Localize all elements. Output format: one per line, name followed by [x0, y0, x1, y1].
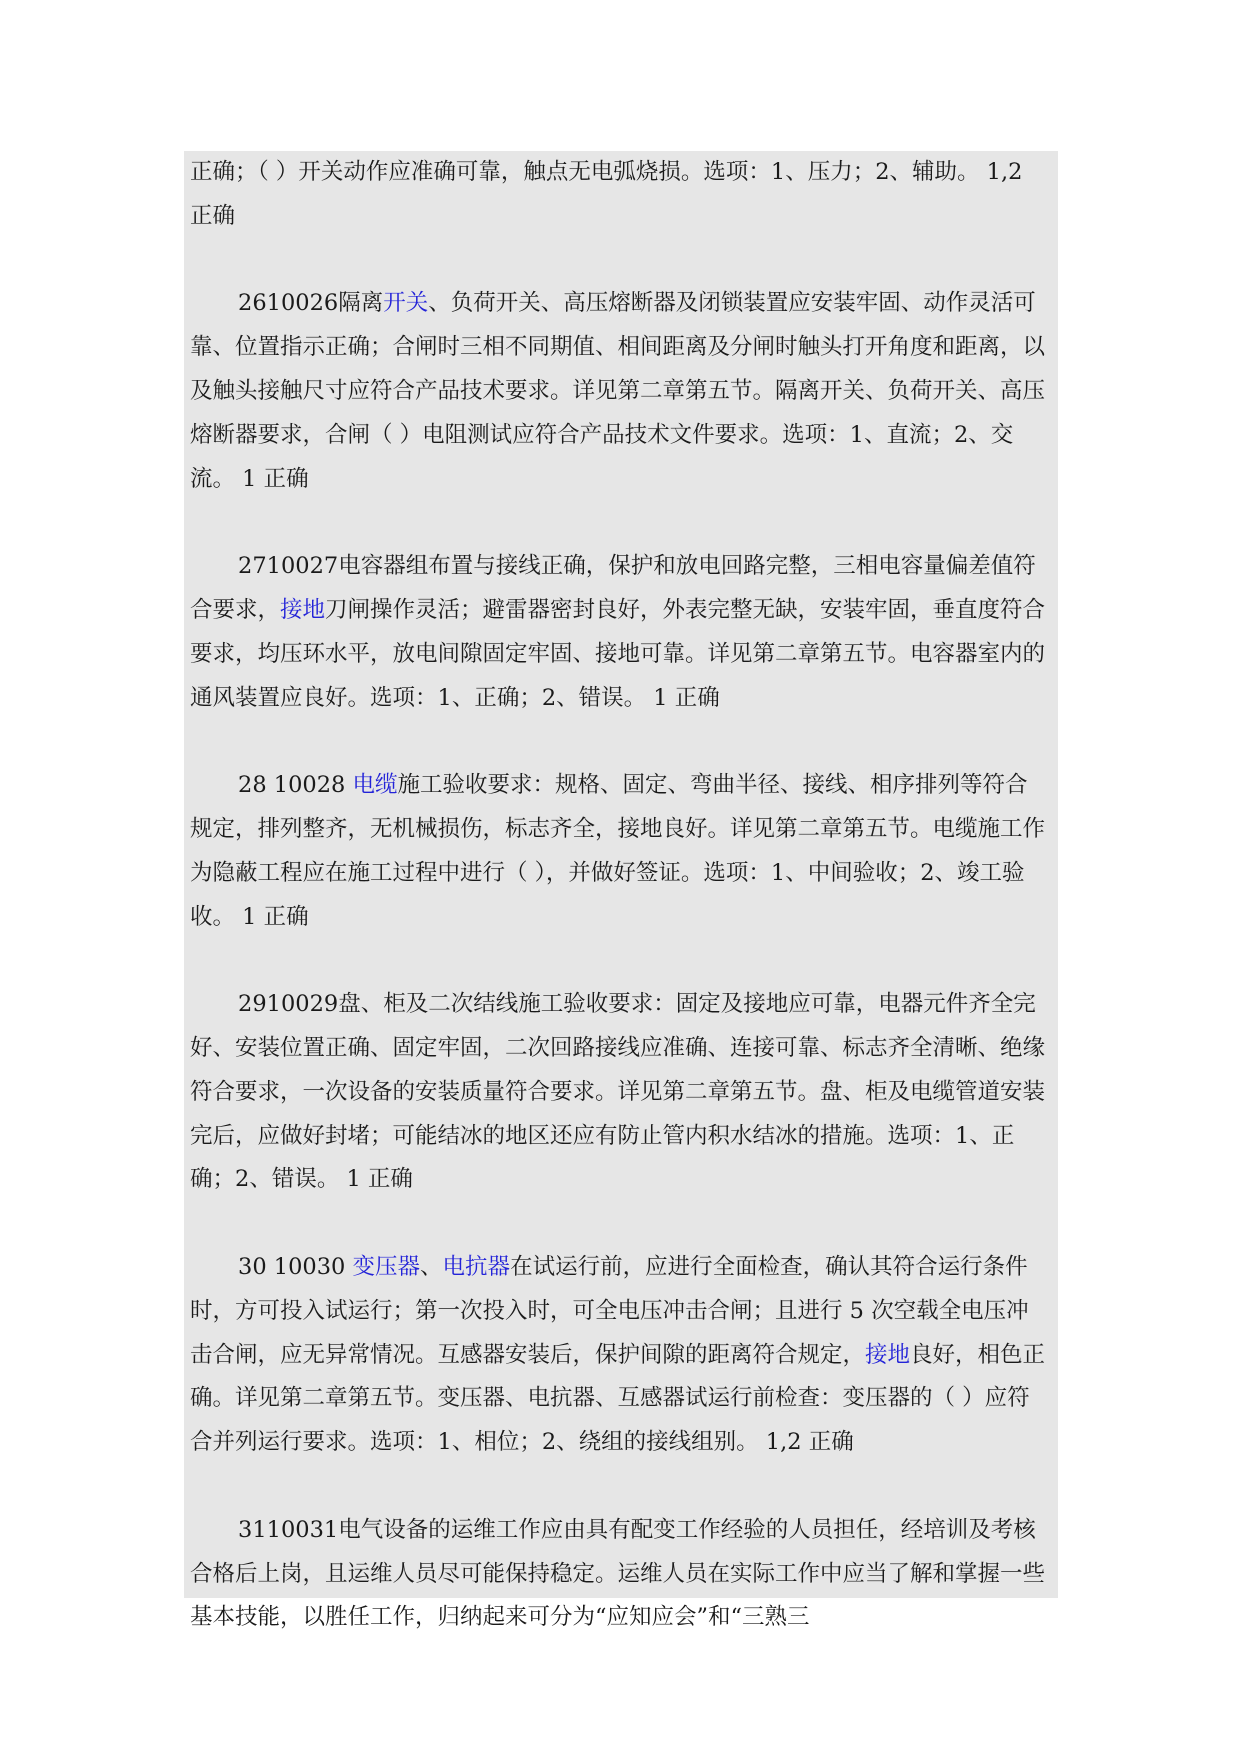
- paragraph: [190, 764, 1050, 939]
- paragraph-text: 正确；（ ）开关动作应准确可靠，触点无电弧烧损。选项：1、压力；2、辅助。 1,2 正确: [190, 159, 1023, 229]
- inline-link[interactable]: 变压器: [352, 1253, 421, 1280]
- inline-link[interactable]: 开关: [383, 290, 429, 317]
- inline-link[interactable]: 电缆: [352, 772, 398, 799]
- paragraph-text: 施工验收要求：规格、固定、弯曲半径、接线、相序排列等符合规定，排列整齐，无机械损伤，标志齐全，接地良好。详见第二章第五节。电缆施工作为隐蔽工程应在施工过程中进行（ ），并做好签证。选项：1、中间验收；2、竣工验收。 1 正确: [190, 772, 1046, 930]
- paragraph: [190, 1509, 1050, 1640]
- paragraph-text: 、负荷开关、高压熔断器及闭锁装置应安装牢固、动作灵活可靠、位置指示正确；合闸时三相不同期值、相间距离及分闸时触头打开角度和距离，以及触头接触尺寸应符合产品技术要求。详见第二章第五节。隔离开关、负荷开关、高压熔断器要求，合闸（ ）电阻测试应符合产品技术文件要求。选项：1、直流；2、交流。 1 正确: [190, 290, 1046, 492]
- paragraph-text: 良好，相色正确。详见第二章第五节。变压器、电抗器、互感器试运行前检查：变压器的（ ）应符合并列运行要求。选项：1、相位；2、绕组的接线组别。 1,2 正确: [190, 1341, 1046, 1456]
- paragraph-text: 2910029盘、柜及二次结线施工验收要求：固定及接地应可靠，电器元件齐全完好、安装位置正确、固定牢固，二次回路接线应准确、连接可靠、标志齐全清晰、绝缘符合要求，一次设备的安装质量符合要求。详见第二章第五节。盘、柜及电缆管道安装完后，应做好封堵；可能结冰的地区还应有防止管内积水结冰的措施。选项：1、正确；2、错误。 1 正确: [190, 991, 1046, 1193]
- inline-link[interactable]: 接地: [280, 596, 326, 623]
- paragraph: [190, 545, 1050, 720]
- paragraph: [190, 1246, 1050, 1465]
- paragraph: [190, 983, 1050, 1202]
- paragraph-text: 刀闸操作灵活；避雷器密封良好，外表完整无缺，安装牢固，垂直度符合要求，均压环水平，放电间隙固定牢固、接地可靠。详见第二章第五节。电容器室内的通风装置应良好。选项：1、正确；2、错误。 1 正确: [190, 596, 1046, 711]
- inline-link[interactable]: 电抗器: [442, 1253, 511, 1280]
- inline-link[interactable]: 接地: [865, 1341, 911, 1368]
- paragraph-text: 30 10030: [238, 1253, 353, 1280]
- text-block: [184, 151, 1058, 1631]
- paragraph-text: 、: [420, 1253, 443, 1280]
- paragraph-text: 在试运行前，应进行全面检查，确认其符合运行条件时，方可投入试运行；第一次投入时，可全电压冲击合闸；且进行 5 次空载全电压冲击合闸，应无异常情况。互感器安装后，保护间隙的距离符合规定，: [190, 1253, 1029, 1368]
- paragraph-text: 2610026隔离: [238, 290, 384, 317]
- paragraph-text: 2710027电容器组布置与接线正确，保护和放电回路完整，三相电容量偏差值符合要求，: [190, 553, 1036, 623]
- paragraph-text: 3110031电气设备的运维工作应由具有配变工作经验的人员担任，经培训及考核合格后上岗，且运维人员尽可能保持稳定。运维人员在实际工作中应当了解和掌握一些基本技能，以胜任工作，归纳起来可分为“应知应会”和“三熟三: [190, 1516, 1046, 1631]
- paragraph: [190, 282, 1050, 501]
- paragraph: [190, 151, 1050, 239]
- paragraph-text: 28 10028: [238, 772, 353, 799]
- document-body: [190, 151, 1050, 1684]
